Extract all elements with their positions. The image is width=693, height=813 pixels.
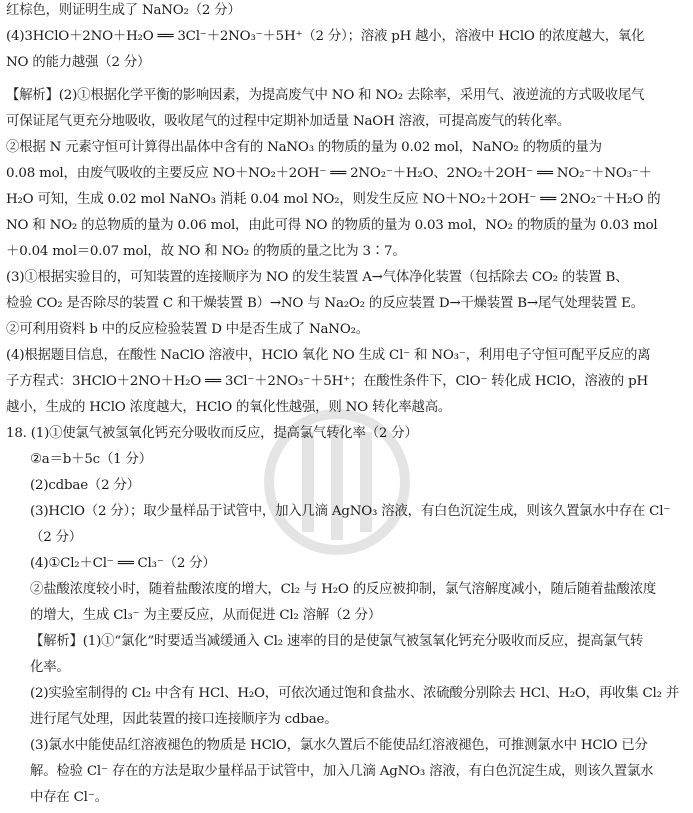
analysis-line: 【解析】(1)①“氯化”时要适当减缓通入 Cl₂ 速率的目的是使氯气被氢氧化钙充分吸收而反应，提高氯气转 (30, 634, 644, 649)
text-line: 解。检验 Cl⁻ 存在的方法是取少量样品于试管中，加入几滴 AgNO₃ 溶液，有白色沉淀生成，则该久置氯水 (30, 764, 654, 779)
question-18-heading: 18. (1)①使氯气被氢氧化钙充分吸收而反应，提高氯气转化率（2 分） (6, 426, 418, 441)
text-line: ②根据 N 元素守恒可计算得出晶体中含有的 NaNO₃ 的物质的量为 0.02 mol，NaNO₂ 的物质的量为 (6, 140, 602, 155)
text-line: (3)HClO（2 分）；取少量样品于试管中，加入几滴 AgNO₃ 溶液，有白色沉淀生成，则该久置氯水中存在 Cl⁻ (30, 504, 671, 519)
text-line: (4)根据题目信息，在酸性 NaClO 溶液中，HClO 氧化 NO 生成 Cl⁻ 和 NO₃⁻，利用电子守恒可配平反应的离 (6, 348, 651, 363)
text-line: 红棕色，则证明生成了 NaNO₂（2 分） (6, 3, 241, 18)
text-line: (4)3HClO＋2NO＋H₂O ══ 3Cl⁻＋2NO₃⁻＋5H⁺（2 分）；溶液 pH 越小，溶液中 HClO 的浓度越大，氧化 (6, 29, 645, 44)
text-line: 子方程式：3HClO＋2NO＋H₂O ══ 3Cl⁻＋2NO₃⁻＋5H⁺；在酸性条件下，ClO⁻ 转化成 HClO，溶液的 pH (6, 374, 648, 389)
text-line: 进行尾气处理，因此装置的接口连接顺序为 cdbae。 (30, 712, 338, 727)
text-line: 化率。 (30, 660, 70, 675)
text-line: 的增大，生成 Cl₃⁻ 为主要反应，从而促进 Cl₂ 溶解（2 分） (30, 608, 382, 623)
text-line: 0.08 mol，由废气吸收的主要反应 NO＋NO₂＋2OH⁻ ══ 2NO₂⁻＋H₂O、2NO₂＋2OH⁻ ══ NO₂⁻＋NO₃⁻＋ (6, 166, 652, 181)
text-line: 中存在 Cl⁻。 (30, 790, 108, 805)
text-line: (3)①根据实验目的，可知装置的连接顺序为 NO 的发生装置 A→气体净化装置（包括除去 CO₂ 的装置 B、 (6, 270, 629, 285)
text-line: (2)实验室制得的 Cl₂ 中含有 HCl、H₂O，可依次通过饱和食盐水、浓硫酸分别除去 HCl、H₂O，再收集 Cl₂ 并 (30, 686, 680, 701)
analysis-line: 【解析】(2)①根据化学平衡的影响因素，为提高废气中 NO 和 NO₂ 去除率，采用气、液逆流的方式吸收尾气 (6, 88, 645, 103)
text-line: NO 的能力越强（2 分） (6, 55, 151, 70)
text-line: H₂O 可知，生成 0.02 mol NaNO₃ 消耗 0.04 mol NO₂，则发生反应 NO＋NO₂＋2OH⁻ ══ 2NO₂⁻＋H₂O 的 (6, 192, 661, 207)
text-line: (2)cdbae（2 分） (30, 478, 140, 493)
text-line: ②a＝b＋5c（1 分） (30, 452, 152, 467)
text-line: ②盐酸浓度较小时，随着盐酸浓度的增大，Cl₂ 与 H₂O 的反应被抑制，氯气溶解度减小，随后随着盐酸浓度 (30, 582, 657, 597)
text-line: (4)①Cl₂＋Cl⁻ ══ Cl₃⁻（2 分） (30, 556, 216, 571)
text-line: 越小，生成的 HClO 浓度越大，HClO 的氧化性越强，则 NO 转化率越高。 (6, 400, 452, 415)
text-line: ＋0.04 mol＝0.07 mol，故 NO 和 NO₂ 的物质的量之比为 3∶7。 (6, 244, 406, 259)
text-line: NO 和 NO₂ 的总物质的量为 0.06 mol，由此可得 NO 的物质的量为 0.03 mol，NO₂ 的物质的量为 0.03 mol (6, 218, 658, 233)
text-line: （2 分） (30, 530, 82, 545)
text-line: 可保证尾气更充分地吸收，吸收尾气的过程中定期补加适量 NaOH 溶液，可提高废气的转化率。 (6, 114, 571, 129)
text-line: ②可利用资料 b 中的反应检验装置 D 中是否生成了 NaNO₂。 (6, 322, 369, 337)
text-line: 检验 CO₂ 是否除尽的装置 C 和干燥装置 B）→NO 与 Na₂O₂ 的反应装置 D→干燥装置 B→尾气处理装置 E。 (6, 296, 644, 311)
text-line: (3)氯水中能使品红溶液褪色的物质是 HClO，氯水久置后不能使品红溶液褪色，可推测氯水中 HClO 已分 (30, 738, 648, 753)
